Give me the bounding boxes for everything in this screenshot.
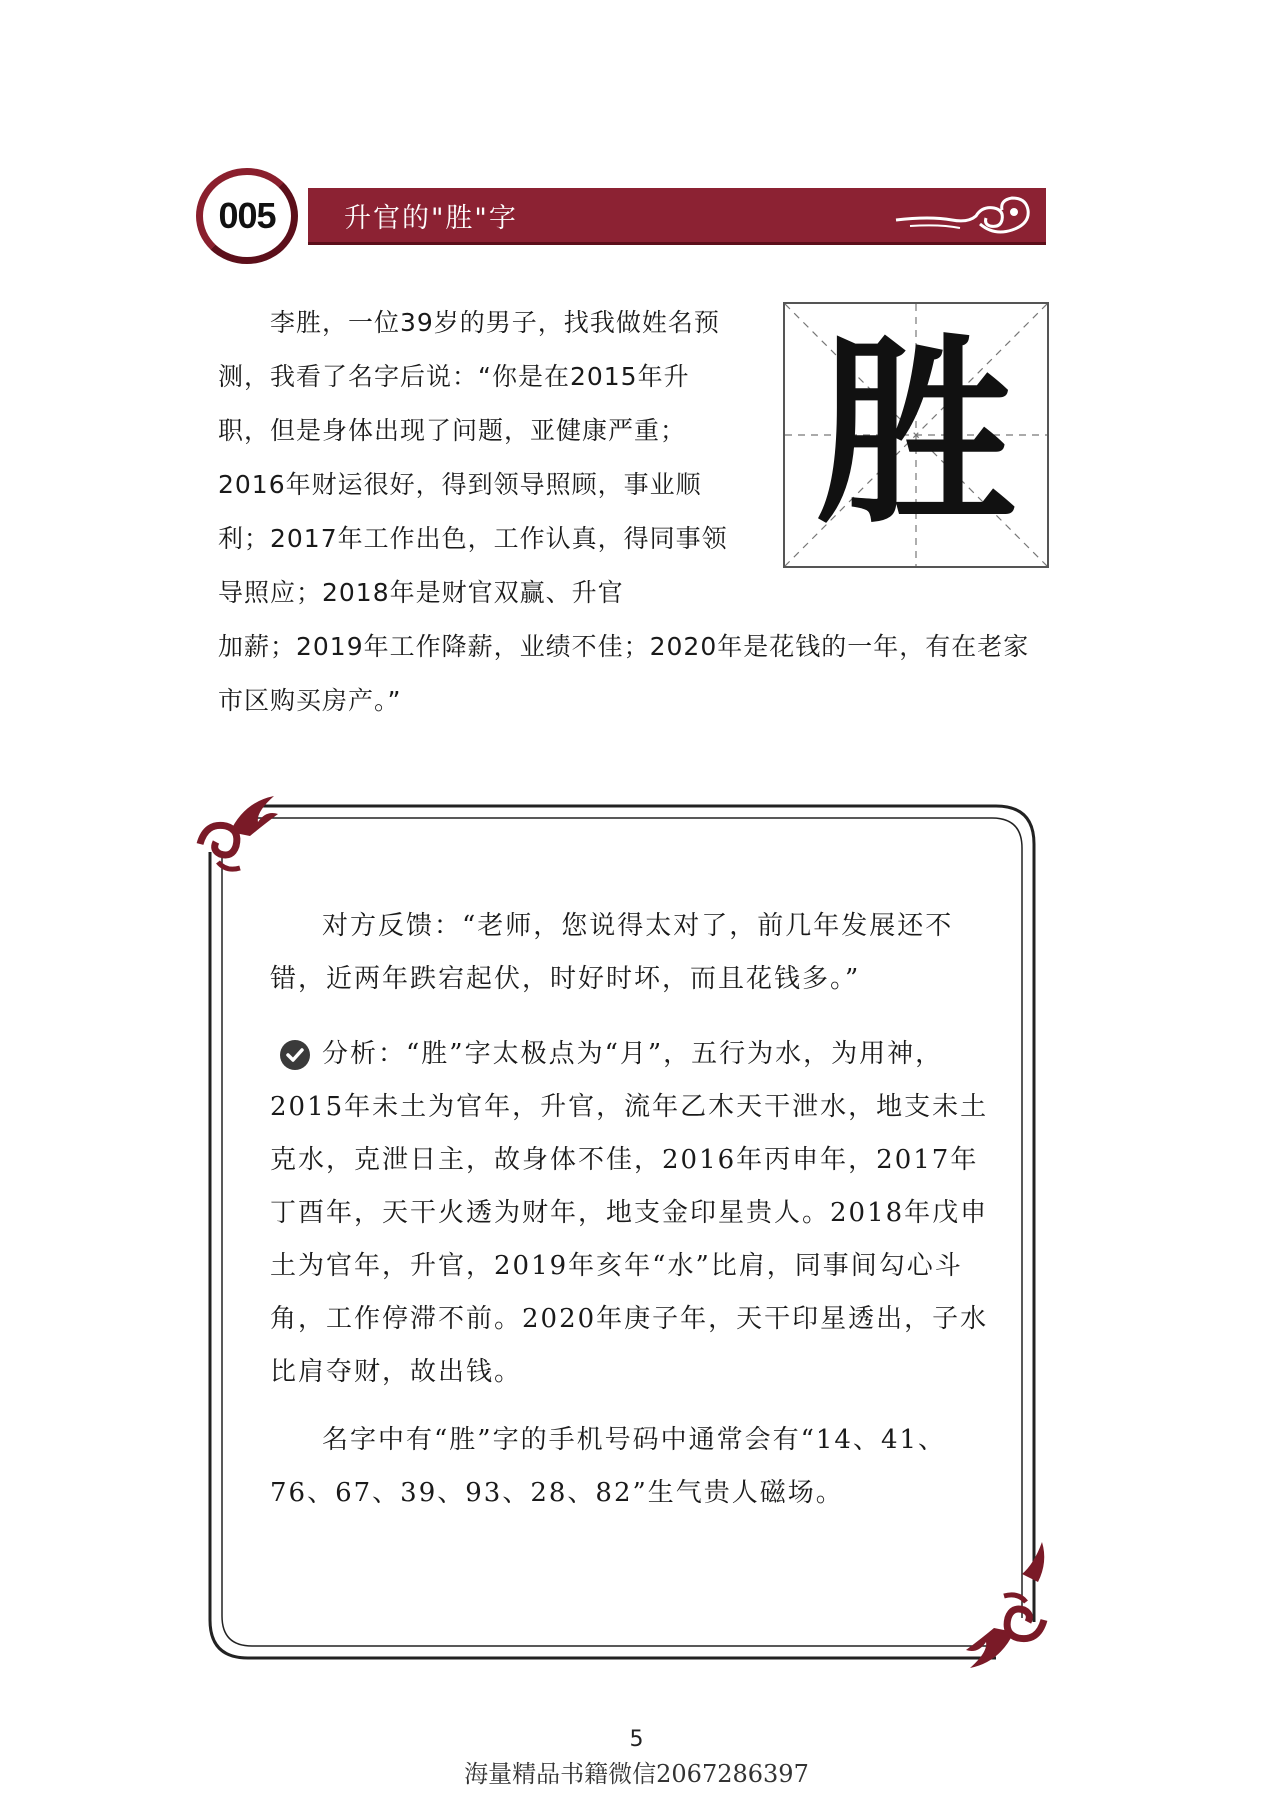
featured-character: 胜 [815, 318, 1016, 551]
character-grid [783, 302, 1049, 568]
intro-paragraph: 李胜，一位39岁的男子，找我做姓名预测，我看了名字后说：“你是在2015年升职，但是身体出现了问题，亚健康严重；2016年财运很好，得到领导照顾，事业顺利；2017年工作出色，工作认真，得同事领导照应；2018年是财官双赢、升官 [218, 308, 728, 607]
feedback-paragraph: 对方反馈：“老师，您说得太对了，前几年发展还不错，近两年跌宕起伏，时好时坏，而且花钱多。” [270, 911, 954, 994]
intro-paragraph-continued: 加薪；2019年工作降薪，业绩不佳；2020年是花钱的一年，有在老家市区购买房产。” [218, 632, 1030, 715]
chapter-title: 升官的"胜"字 [344, 203, 518, 234]
chapter-number: 005 [218, 195, 276, 236]
title-banner [308, 188, 1046, 245]
cloud-ornament-icon [890, 190, 1040, 240]
analysis-frame [196, 792, 1048, 1672]
analysis-paragraph: 分析：“胜”字太极点为“月”，五行为水，为用神，2015年未土为官年，升官，流年乙木天干泄水，地支未土克水，克泄日主，故身体不佳，2016年丙申年，2017年丁酉年，天干火透为财年，地支金印星贵人。2018年戊申土为官年，升官，2019年亥年“水”比肩，同事间勾心斗角，工作停滞不前。2020年庚子年，天干印星透出，子水比肩夺财，故出钱。 [270, 1039, 989, 1387]
chapter-header [196, 160, 1056, 270]
chapter-number-badge [196, 168, 298, 264]
phone-number-paragraph: 名字中有“胜”字的手机号码中通常会有“14、41、76、67、39、93、28、82”生气贵人磁场。 [270, 1425, 947, 1508]
page-number: 5 [629, 1727, 644, 1752]
watermark-text: 海量精品书籍微信2067286397 [464, 1760, 809, 1788]
